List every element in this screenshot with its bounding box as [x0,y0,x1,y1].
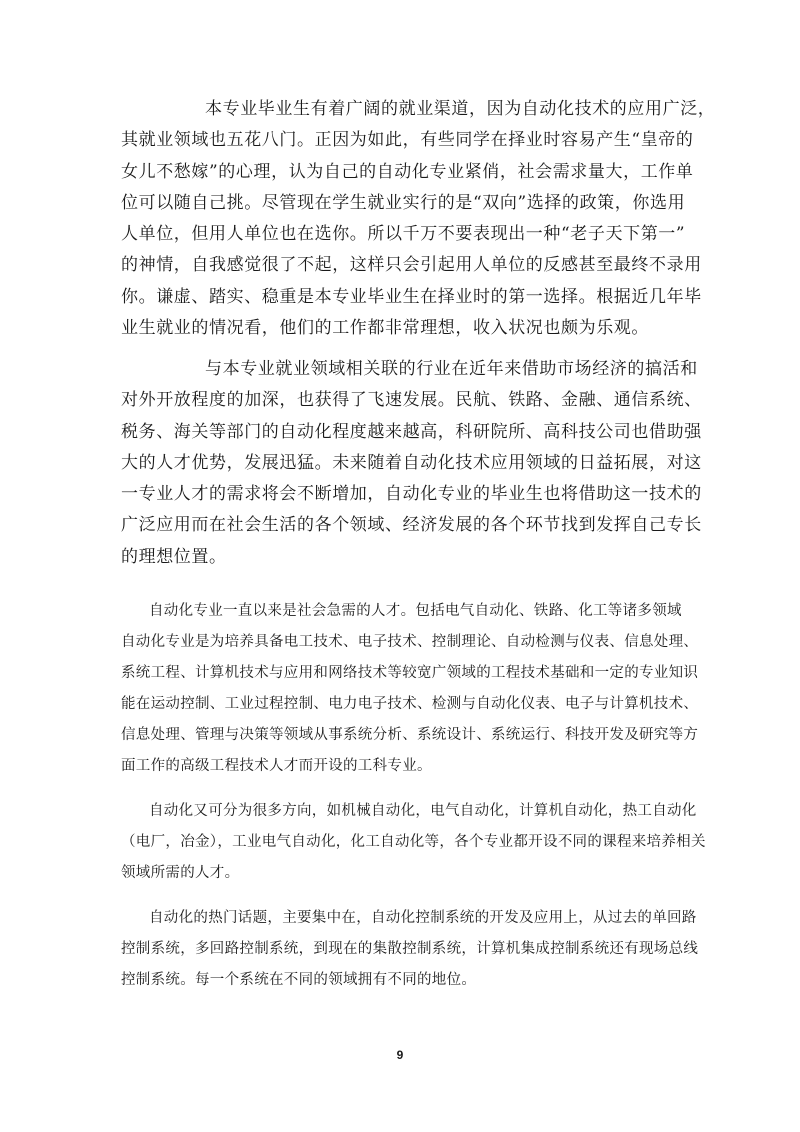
text-line: 其就业领域也五花八门。正因为如此，有些同学在择业时容易产生“皇帝的 [121,130,694,151]
paragraph-related-industries [121,354,702,573]
text-line: 自动化又可分为很多方向，如机械自动化，电气自动化，计算机自动化，热工自动化 [149,803,697,819]
text-line: 领域所需的人才。 [121,865,240,881]
text-line: 业生就业的情况看，他们的工作都非常理想，收入状况也颇为乐观。 [121,318,649,339]
text-line: 人单位，但用人单位也在选你。所以千万不要表现出一种“老子天下第一” [121,224,686,245]
text-line: 税务、海关等部门的自动化程度越来越高，科研院所、高科技公司也借助强 [121,421,702,442]
text-line: 能在运动控制、工业过程控制、电力电子技术、检测与自动化仪表、电子与计算机技术、 [121,696,699,712]
text-line: 系统工程、计算机技术与应用和网络技术等较宽广领域的工程技术基础和一定的专业知识 [121,665,699,681]
text-line: 信息处理、管理与决策等领域从事系统分析、系统设计、系统运行、科技开发及研究等方 [121,727,699,743]
paragraph-major-description [121,596,698,782]
page-number: 9 [396,1048,404,1062]
text-line: 自动化的热门话题，主要集中在，自动化控制系统的开发及应用上，从过去的单回路 [149,910,697,926]
text-line: 自动化专业一直以来是社会急需的人才。包括电气自动化、铁路、化工等诸多领域 [149,603,682,619]
text-line: 面工作的高级工程技术人才而开设的工科专业。 [121,758,432,774]
paragraph-hot-topics [121,903,698,996]
text-line: 的理想位置。 [121,546,227,567]
text-line: 控制系统。每一个系统在不同的领域拥有不同的地位。 [121,972,477,988]
text-line: （电厂，冶金），工业电气自动化，化工自动化等，各个专业都开设不同的课程来培养相关 [121,834,706,850]
text-line: 与本专业就业领域相关联的行业在近年来借助市场经济的搞活和 [205,359,698,379]
text-line: 控制系统，多回路控制系统，到现在的集散控制系统，计算机集成控制系统还有现场总线 [121,941,699,957]
paragraph-employment-channels [121,94,715,344]
text-line: 本专业毕业生有着广阔的就业渠道，因为自动化技术的应用广泛， [205,99,716,119]
text-line: 对外开放程度的加深，也获得了飞速发展。民航、铁路、金融、通信系统、 [121,390,702,411]
paragraph-directions [121,796,706,889]
text-line: 位可以随自己挑。尽管现在学生就业实行的是“双向”选择的政策，你选用 [121,192,686,213]
text-line: 自动化专业是为培养具备电工技术、电子技术、控制理论、自动检测与仪表、信息处理、 [121,634,699,650]
text-line: 广泛应用而在社会生活的各个领域、经济发展的各个环节找到发挥自己专长 [121,515,702,536]
text-line: 的神情，自我感觉很了不起，这样只会引起用人单位的反感甚至最终不录用 [121,255,702,276]
text-line: 大的人才优势，发展迅猛。未来随着自动化技术应用领域的日益拓展，对这 [121,452,702,473]
text-line: 一专业人才的需求将会不断增加，自动化专业的毕业生也将借助这一技术的 [121,484,702,505]
text-line: 你。谦虚、踏实、稳重是本专业毕业生在择业时的第一选择。根据近几年毕 [121,286,702,307]
text-line: 女儿不愁嫁”的心理，认为自己的自动化专业紧俏，社会需求量大，工作单 [121,161,694,182]
